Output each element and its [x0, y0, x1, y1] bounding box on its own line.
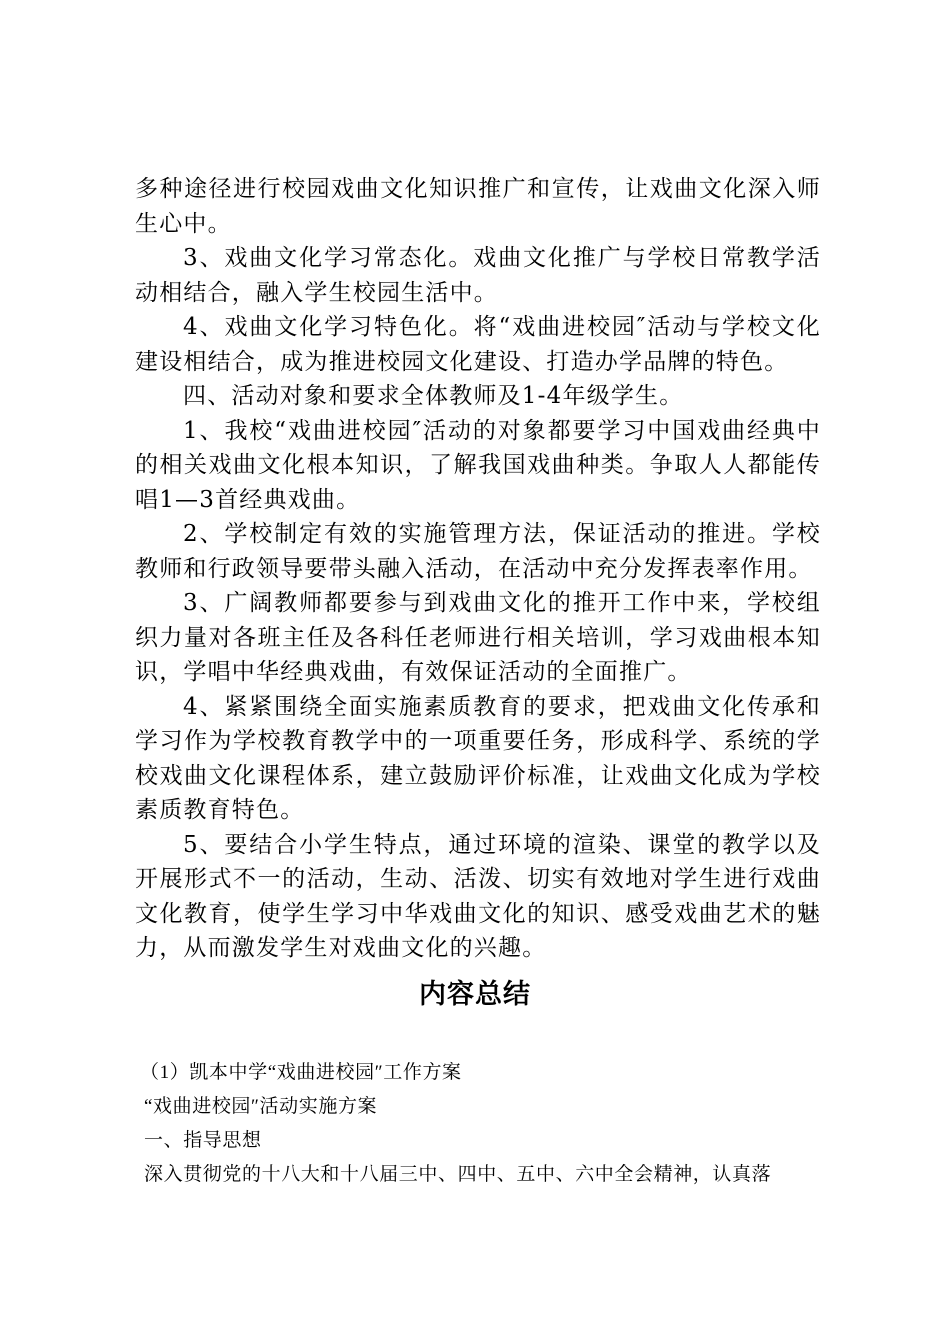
summary-line: 深入贯彻党的十八大和十八届三中、四中、五中、六中全会精神，认真落 [144, 1164, 772, 1185]
summary-title: 内容总结 [419, 979, 531, 1010]
paragraph-requirement-4: 4、紧紧围绕全面实施素质教育的要求，把戏曲文化传承和学习作为学校教育教学中的一项重要任务，形成科学、系统的学校戏曲文化课程体系，建立鼓励评价标准，让戏曲文化成为学校素质教育特色。 [135, 693, 821, 823]
summary-line: 一、指导思想 [144, 1130, 262, 1151]
section-heading-participants: 四、活动对象和要求全体教师及1-4年级学生。 [183, 383, 684, 409]
summary-line: （1）凯本中学“戏曲进校园″工作方案 [140, 1062, 462, 1083]
summary-body [140, 1056, 830, 1192]
paragraph-requirement-2: 2、学校制定有效的实施管理方法，保证活动的推进。学校教师和行政领导要带头融入活动，在活动中充分发挥表率作用。 [135, 521, 821, 582]
document-body [135, 172, 821, 966]
paragraph-requirement-3: 3、广阔教师都要参与到戏曲文化的推开工作中来，学校组织力量对各班主任及各科任老师进行相关培训，学习戏曲根本知识，学唱中华经典戏曲，有效保证活动的全面推广。 [135, 590, 821, 685]
paragraph-item-4-feature: 4、戏曲文化学习特色化。将“戏曲进校园″活动与学校文化建设相结合，成为推进校园文化建设、打造办学品牌的特色。 [135, 314, 821, 375]
paragraph-requirement-1: 1、我校“戏曲进校园″活动的对象都要学习中国戏曲经典中的相关戏曲文化根本知识，了解我国戏曲种类。争取人人都能传唱1—3首经典戏曲。 [135, 417, 821, 513]
summary-line: “戏曲进校园″活动实施方案 [144, 1096, 378, 1117]
paragraph-requirement-5: 5、要结合小学生特点，通过环境的渲染、课堂的教学以及开展形式不一的活动，生动、活泼、切实有效地对学生进行戏曲文化教育，使学生学习中华戏曲文化的知识、感受戏曲艺术的魅力，从而激发学生对戏曲文化的兴趣。 [135, 831, 821, 961]
paragraph-item-3-routine: 3、戏曲文化学习常态化。戏曲文化推广与学校日常教学活动相结合，融入学生校园生活中。 [135, 245, 821, 306]
paragraph-continuation: 多种途径进行校园戏曲文化知识推广和宣传，让戏曲文化深入师生心中。 [135, 176, 821, 237]
